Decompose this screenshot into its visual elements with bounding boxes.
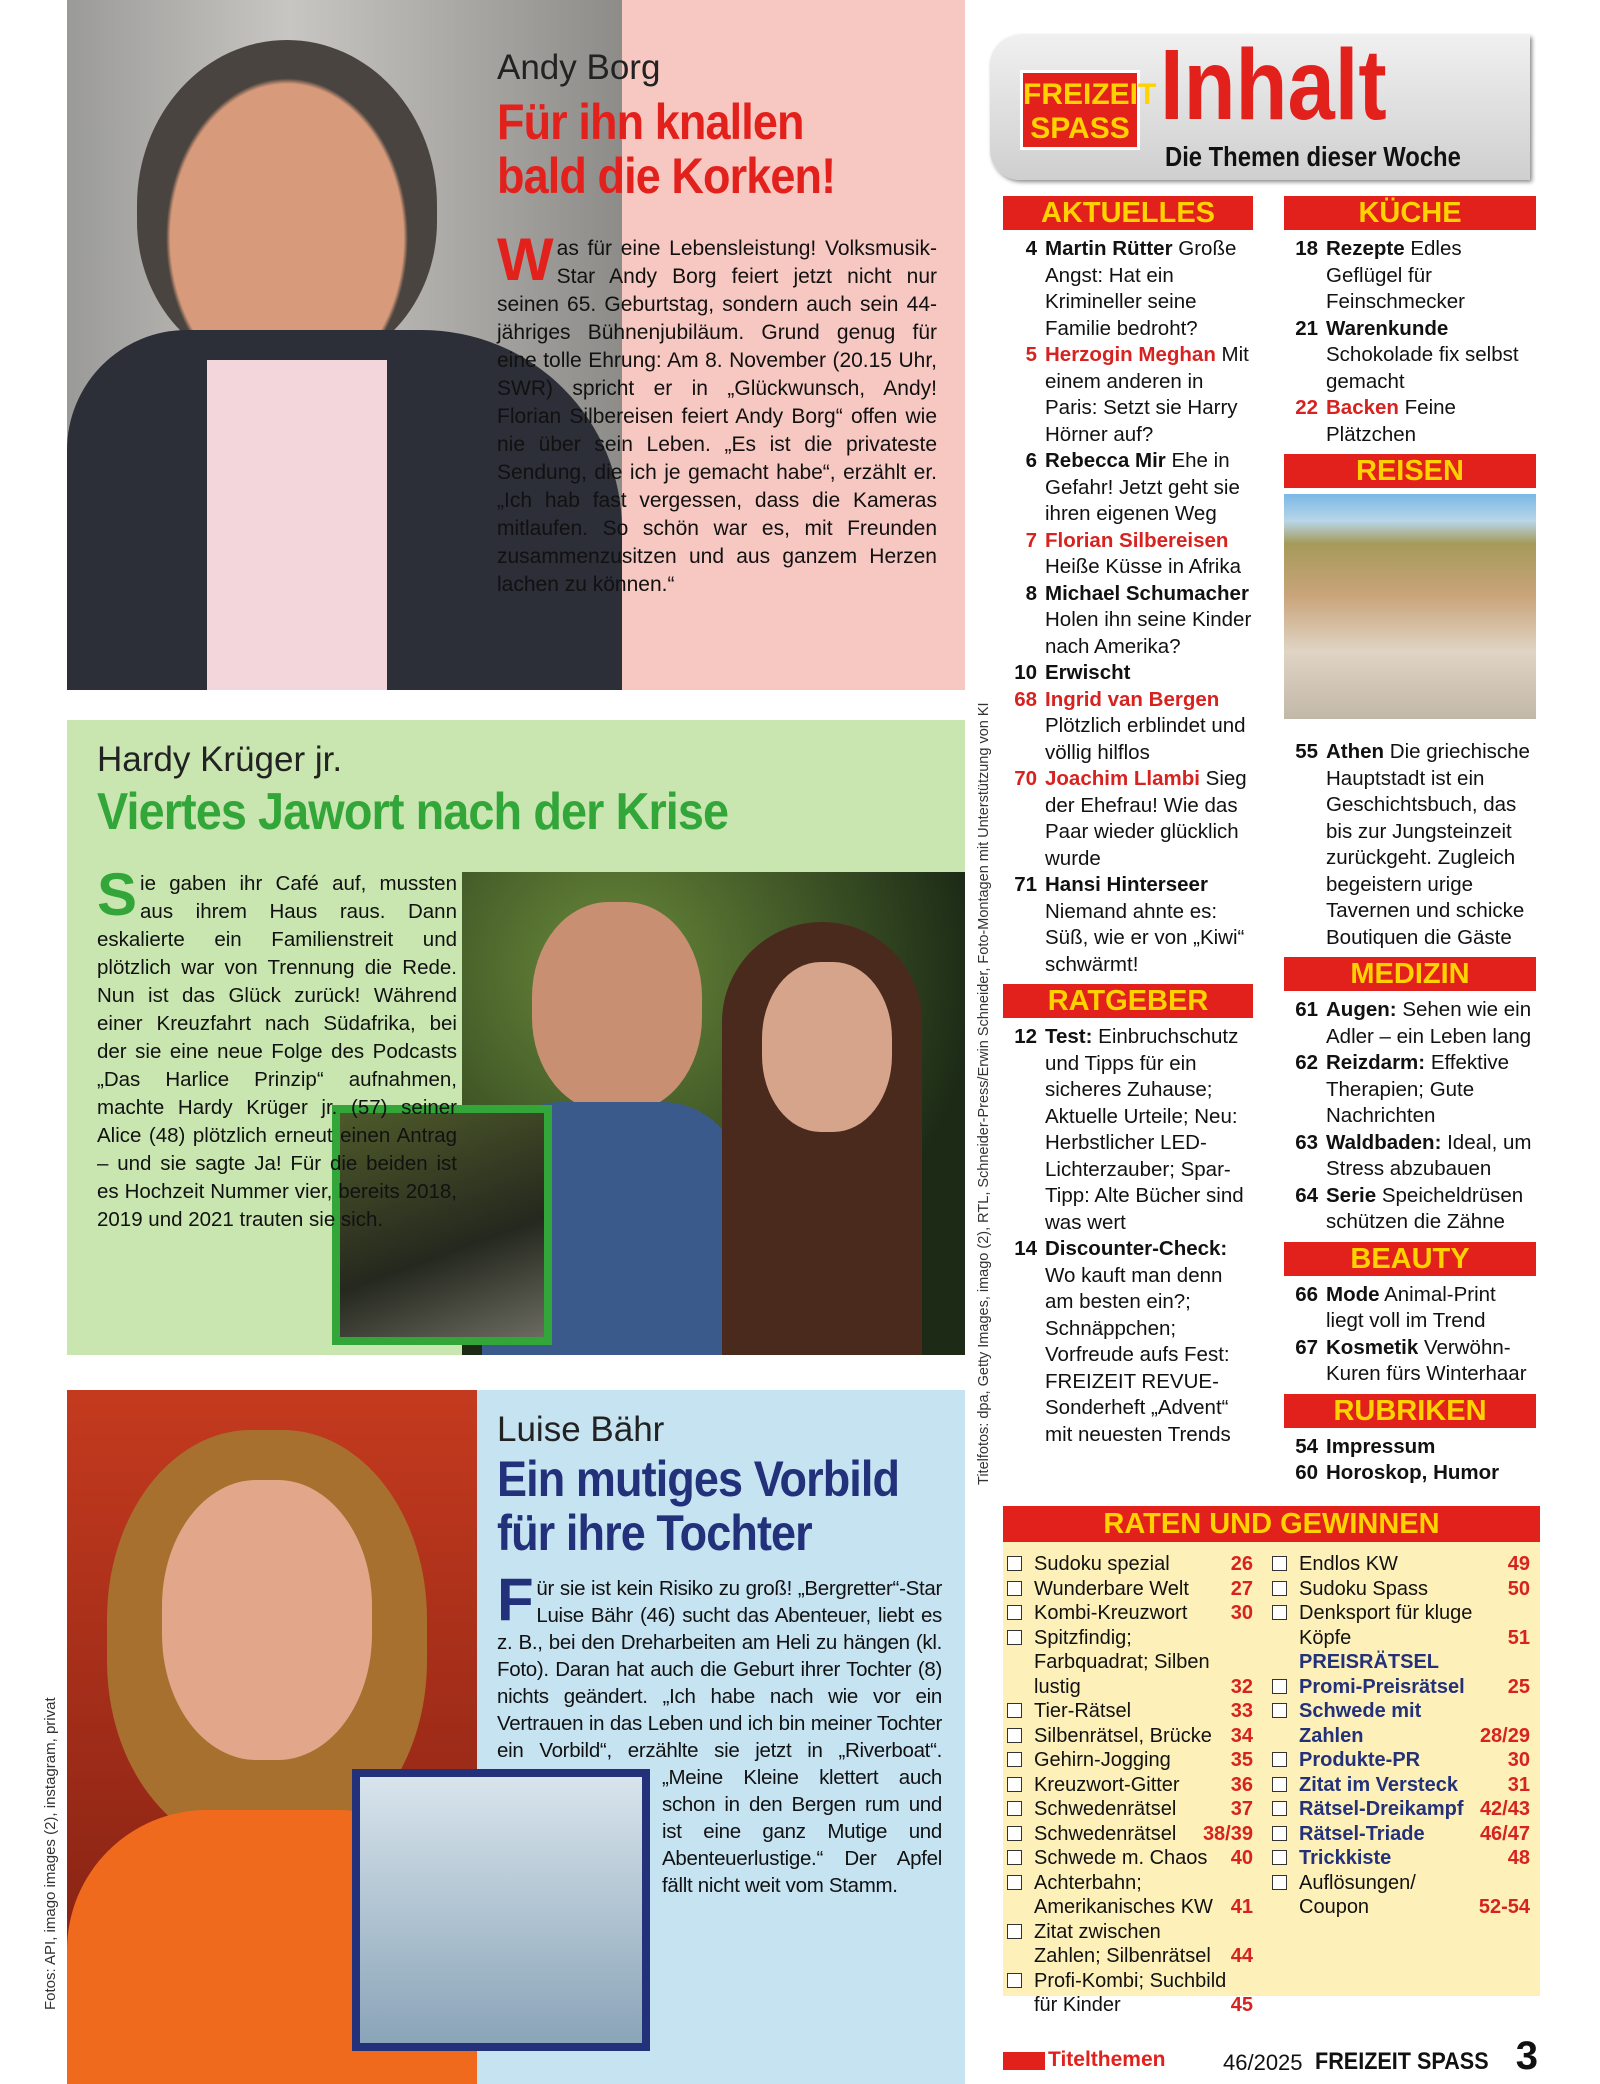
entry-text [1326,1130,1536,1183]
puzzle-label: Spitzfindig; Farbquadrat; Silben lustig [1034,1626,1210,1698]
entry-text [1045,528,1253,581]
entry-title: Hansi Hinterseer [1045,873,1208,896]
puzzle-page: 33 [1230,1700,1253,1722]
toc-entry[interactable] [1003,342,1253,448]
toc-entry[interactable] [1284,1183,1536,1236]
puzzle-page: 25 [1507,1675,1530,1698]
checkbox[interactable] [1007,1826,1022,1841]
puzzle-label: Produkte-PR [1299,1749,1421,1771]
entry-text [1045,342,1253,448]
entry-text [1326,1183,1536,1236]
puzzle-label: Schwede m. Chaos [1034,1847,1208,1869]
page-number: 68 [1014,687,1037,711]
entry-text [1045,581,1253,661]
toc-entry[interactable] [1284,395,1536,448]
toc-entry[interactable] [1284,1282,1536,1335]
puzzle-item[interactable] [1003,1846,1253,1871]
checkbox[interactable] [1007,1924,1022,1939]
puzzle-page: 27 [1230,1577,1253,1600]
puzzle-label: Gehirn-Jogging [1034,1749,1171,1771]
toc-entry[interactable] [1284,997,1536,1050]
checkbox[interactable] [1007,1728,1022,1743]
page-number: 62 [1295,1051,1318,1074]
puzzle-page: 34 [1230,1724,1253,1747]
checkbox[interactable] [1272,1826,1287,1841]
checkbox[interactable] [1272,1752,1287,1767]
checkbox[interactable] [1272,1581,1287,1596]
page-number: 21 [1295,316,1318,340]
puzzle-page: 30 [1230,1602,1253,1624]
toc-column-right [1284,196,1536,1487]
puzzle-page: 30 [1507,1749,1530,1771]
puzzle-label: Trickkiste [1299,1847,1392,1869]
toc-entry[interactable] [1003,872,1253,978]
entry-description: Heiße Küsse in Afrika [1045,555,1241,578]
logo-text: FREIZEIT [1023,78,1157,111]
article-body [97,861,457,1234]
toc-header [990,29,1530,180]
toc-title: Inhalt [1160,29,1387,141]
puzzle-label: Rätsel-Dreikampf [1299,1798,1464,1820]
puzzle-label: Endlos KW [1299,1553,1398,1575]
entry-title: Backen [1326,396,1399,419]
athens-photo [1284,494,1536,719]
entry-text [1045,1024,1253,1236]
drop-cap: S [97,861,138,928]
entry-title: Ingrid van Bergen [1045,687,1220,711]
headline-line: Für ihn knallen [497,94,804,150]
page-number: 60 [1295,1461,1318,1484]
checkbox[interactable] [1007,1556,1022,1571]
headline [497,1452,899,1560]
toc-entry[interactable] [1003,660,1253,687]
page-number: 3 [1515,2034,1538,2078]
toc-entry[interactable] [1284,1434,1536,1461]
puzzle-label: PREISRÄTSEL [1299,1651,1440,1673]
headline: Viertes Jawort nach der Krise [97,783,729,841]
kicker: Hardy Krüger jr. [97,740,343,779]
entry-description: Speicheldrüsen schützen die Zähne [1326,1183,1524,1233]
puzzle-item[interactable] [1268,1822,1530,1847]
section-header: RUBRIKEN [1284,1394,1536,1428]
toc-column-left [1003,196,1253,1448]
puzzle-page: 46/47 [1479,1822,1530,1845]
puzzle-label: Schwedenrätsel [1034,1798,1177,1820]
page-number: 70 [1014,767,1037,790]
entry-text [1326,1460,1536,1487]
page-number: 63 [1295,1130,1318,1154]
entry-text [1326,316,1536,396]
entry-description: Sehen wie ein Adler – ein Leben lang [1326,998,1532,1048]
puzzle-label: Profi-Kombi; Suchbild für Kinder [1034,1969,1227,2016]
puzzle-page: 44 [1230,1945,1253,1967]
footer [1003,2034,1540,2080]
puzzle-page: 35 [1230,1749,1253,1771]
entry-description: Einbruchschutz und Tipps für ein sicheres Zuhause; Aktuelle Urteile; Neu: Herbstlicher LED-Lichterzauber; Spar-Tipp: Alte Bücher sind was wert [1045,1025,1244,1234]
entry-title: Serie [1326,1183,1377,1207]
toc-entry[interactable] [1284,1050,1536,1130]
puzzle-label: Schwede mit Zahlen [1299,1700,1422,1747]
kicker: Luise Bähr [497,1410,665,1449]
puzzle-page: 42/43 [1479,1798,1530,1820]
puzzle-item[interactable] [1268,1601,1530,1650]
puzzle-page: 41 [1230,1896,1253,1918]
toc-subtitle: Die Themen dieser Woche [1165,141,1461,172]
entry-title: Warenkunde [1326,316,1449,340]
page-number: 4 [1025,237,1037,260]
puzzle-item[interactable] [1003,1871,1253,1920]
toc-entry[interactable] [1284,1335,1536,1388]
puzzle-item[interactable] [1003,1699,1253,1724]
drop-cap: F [497,1566,534,1633]
page-number: 67 [1295,1335,1318,1359]
entry-description: Niemand ahnte es: Süß, wie er von „Kiwi“ schwärmt! [1045,899,1245,976]
puzzle-label: Wunderbare Welt [1034,1577,1189,1600]
cover-credit: Titelfotos: dpa, Getty Images, imago (2), RTL, Schneider-Press/Erwin Schneider, Foto-Montagen mit Unterstützung von KI [976,702,992,1485]
page-number: 8 [1025,581,1037,605]
puzzle-page: 31 [1507,1773,1530,1796]
toc-entry[interactable] [1003,766,1253,872]
puzzle-page: 49 [1507,1553,1530,1575]
toc-entry[interactable] [1284,316,1536,396]
section-header: AKTUELLES [1003,196,1253,230]
toc-entry[interactable] [1003,581,1253,661]
puzzle-item[interactable] [1268,1699,1530,1748]
entry-title: Discounter-Check: [1045,1237,1228,1260]
puzzle-page: 37 [1230,1798,1253,1820]
toc-entry[interactable] [1003,1024,1253,1236]
checkbox[interactable] [1007,1850,1022,1865]
puzzle-label: Zitat im Versteck [1299,1773,1458,1796]
puzzle-item[interactable] [1003,1822,1253,1847]
toc-entry[interactable] [1284,1460,1536,1487]
checkbox[interactable] [1272,1801,1287,1816]
headline [497,95,835,203]
toc-entry[interactable] [1003,528,1253,581]
logo-text: SPASS [1030,112,1130,145]
section-header: RATEN UND GEWINNEN [1003,1506,1540,1542]
puzzle-item[interactable] [1268,1871,1530,1920]
puzzle-item[interactable] [1003,1626,1253,1700]
entry-text [1326,1335,1536,1388]
toc-entry[interactable] [1003,1236,1253,1448]
body-text: as für eine Lebensleistung! Volksmusik-Star Andy Borg feiert jetzt nicht nur seinen 65. Geburtstag, sondern auch sein 44-jähriges Bühnenjubiläum. Grund genug für eine tolle Ehrung: Am 8. November (20.15 Uhr, SWR) spricht er in „Glückwunsch, Andy! Florian Silbereisen feiert Andy Borg“ offen wie nie über sein Leben. „Es ist die privateste Sendung, die ich je gemacht habe“, erzählt er. „Ich hab fast vergessen, dass die Kameras mitlaufen. So schön war es, mit Freunden zusammenzusitzen und aus ganzem Herzen lachen zu können.“ [497,237,937,596]
puzzle-label: Sudoku Spass [1299,1577,1428,1600]
section-header: BEAUTY [1284,1242,1536,1276]
article-hardy-krueger [67,720,965,1355]
entry-description: Feine Plätzchen [1326,396,1456,446]
puzzle-label: Tier-Rätsel [1034,1700,1132,1722]
checkbox[interactable] [1007,1875,1022,1890]
checkbox[interactable] [1272,1556,1287,1571]
article-luise-baehr [67,1390,965,2084]
page-number: 22 [1295,396,1318,419]
entry-description: Mit einem anderen in Paris: Setzt sie Harry Hörner auf? [1045,343,1249,446]
puzzle-item[interactable] [1268,1675,1530,1700]
page-number: 7 [1025,528,1037,552]
body-text: ür sie ist kein Risiko zu groß! „Bergretter“-Star Luise Bähr (46) sucht das Abenteuer, liebt es z. B., bei den Dreharbeiten am Heli zu hängen (kl. Foto). Daran hat auch die Geburt ihrer Tochter (8) nichts geändert. „Ich habe nach wie vor ein Vertrauen in das Leben und ich bin meiner Tochter ein Vorbild“, erzählte sie jetzt in „Riverboat“. „Meine Kleine klettert auch schon in den Bergen rum und ist eine ganz Mutige und Abenteuerlustige.“ Der Apfel fällt nicht weit vom Stamm. [497,1577,942,1897]
entry-description: Plötzlich erblindet und völlig hilflos [1045,714,1246,764]
puzzle-item[interactable] [1003,1920,1253,1969]
page-number: 6 [1025,449,1037,472]
entry-text [1326,1282,1536,1335]
freizeit-spass-logo [1020,70,1157,150]
headline-line: bald die Korken! [497,148,836,204]
section-header: RATGEBER [1003,984,1253,1018]
puzzle-label: Promi-Preisrätsel [1299,1675,1465,1698]
entry-title: Test: [1045,1025,1093,1048]
page-number: 61 [1295,998,1318,1021]
puzzle-label: Kreuzwort-Gitter [1034,1773,1180,1796]
helicopter-photo [352,1769,650,2051]
puzzle-item[interactable] [1268,1552,1530,1577]
entry-text [1045,236,1253,342]
entry-title: Joachim Llambi [1045,767,1200,790]
entry-title: Impressum [1326,1434,1436,1458]
checkbox[interactable] [1007,1605,1022,1620]
puzzle-label: Denksport für kluge Köpfe [1299,1602,1473,1649]
puzzle-item[interactable] [1003,1797,1253,1822]
entry-description: Sieg der Ehefrau! Wie das Paar wieder glücklich wurde [1045,767,1247,870]
puzzle-item[interactable] [1003,1577,1253,1602]
entry-title: Michael Schumacher [1045,581,1249,605]
page-number: 55 [1295,740,1318,763]
puzzle-item[interactable] [1003,1969,1253,2018]
entry-description: Holen ihn seine Kinder nach Amerika? [1045,608,1252,658]
entry-description: Wo kauft man denn am besten ein?; Schnäppchen; Vorfreude aufs Fest: FREIZEIT REVUE-Sonderheft „Advent“ mit neuesten Trends [1045,1263,1231,1446]
checkbox[interactable] [1272,1605,1287,1620]
entry-title: Mode [1326,1282,1380,1306]
puzzle-page: 38/39 [1202,1822,1253,1845]
checkbox[interactable] [1007,1630,1022,1645]
entry-text [1326,236,1536,316]
footer-brand: FREIZEIT SPASS [1315,2048,1489,2075]
puzzle-label: Auflösungen/ Coupon [1299,1871,1416,1918]
puzzle-page: 52-54 [1478,1896,1530,1918]
page-number: 54 [1295,1434,1318,1458]
article-andy-borg [67,0,965,690]
checkbox[interactable] [1007,1973,1022,1988]
puzzle-page: 45 [1230,1994,1253,2016]
footer-section: Titelthemen [1048,2048,1166,2071]
checkbox[interactable] [1007,1801,1022,1816]
entry-description: Edles Geflügel für Feinschmecker [1326,237,1465,313]
checkbox[interactable] [1007,1752,1022,1767]
entry-text [1045,448,1253,528]
entry-title: Augen: [1326,998,1397,1021]
entry-description: Schokolade fix selbst gemacht [1326,343,1519,393]
page-number: 64 [1295,1183,1318,1207]
entry-description: Ehe in Gefahr! Jetzt geht sie ihren eigenen Weg [1045,449,1240,525]
page-number: 66 [1295,1282,1318,1306]
puzzle-label: Zitat zwischen Zahlen; Silbenrätsel [1034,1920,1211,1967]
puzzle-item[interactable] [1268,1797,1530,1822]
entry-text [1326,1434,1536,1461]
puzzle-page: 28/29 [1479,1724,1530,1747]
toc-entry[interactable] [1003,448,1253,528]
puzzle-page: 50 [1507,1577,1530,1600]
puzzle-label: Sudoku spezial [1034,1553,1170,1575]
checkbox[interactable] [1007,1777,1022,1792]
entry-text [1045,687,1253,767]
raten-und-gewinnen [1003,1506,1540,2016]
checkbox[interactable] [1272,1777,1287,1792]
article-body [497,226,937,599]
section-header: KÜCHE [1284,196,1536,230]
puzzle-label: Silbenrätsel, Brücke [1034,1724,1212,1747]
entry-title: Kosmetik [1326,1335,1419,1359]
checkbox[interactable] [1272,1703,1287,1718]
raten-column-right [1268,1552,1530,1920]
puzzle-label: Achterbahn; Amerikanisches KW [1034,1871,1213,1918]
drop-cap: W [497,226,554,293]
puzzle-item[interactable] [1003,1773,1253,1798]
puzzle-label: Schwedenrätsel [1034,1822,1177,1845]
puzzle-page: 48 [1507,1847,1530,1869]
entry-text [1045,766,1253,872]
toc-entry[interactable] [1003,236,1253,342]
entry-text [1326,395,1536,448]
toc-entry[interactable] [1284,1130,1536,1183]
checkbox[interactable] [1007,1703,1022,1718]
toc-entry[interactable] [1284,739,1536,951]
entry-title: Rebecca Mir [1045,449,1166,472]
entry-description: Verwöhn-Kuren fürs Winterhaar [1326,1335,1527,1385]
entry-description: Ideal, um Stress abzubauen [1326,1130,1532,1180]
puzzle-page: 32 [1230,1675,1253,1698]
page-number: 10 [1014,661,1037,684]
checkbox[interactable] [1007,1581,1022,1596]
entry-description: Große Angst: Hat ein Krimineller seine Familie bedroht? [1045,237,1237,340]
puzzle-item[interactable] [1003,1552,1253,1577]
section-header: MEDIZIN [1284,957,1536,991]
headline-line: für ihre Tochter [497,1505,812,1561]
section-header: REISEN [1284,454,1536,488]
entry-title: Martin Rütter [1045,237,1173,260]
puzzle-item[interactable] [1003,1724,1253,1749]
raten-column-left [1003,1552,1253,2018]
entry-text [1326,1050,1536,1130]
entry-text [1045,660,1253,687]
entry-title: Florian Silbereisen [1045,528,1229,552]
page-number: 71 [1014,873,1037,896]
page-number: 12 [1014,1025,1037,1048]
entry-title: Herzogin Meghan [1045,343,1216,366]
entry-description: Die griechische Hauptstadt ist ein Geschichtsbuch, das bis zur Jungsteinzeit zurückgeht. Zugleich begeistern urige Tavernen und schicke Boutiquen die Gäste [1326,740,1530,949]
checkbox[interactable] [1272,1679,1287,1694]
puzzle-item [1268,1650,1530,1675]
page-number: 5 [1025,343,1037,366]
puzzle-page: 36 [1230,1773,1253,1796]
entry-text [1326,739,1536,951]
page-number: 18 [1295,237,1318,260]
puzzle-item[interactable] [1268,1773,1530,1798]
kicker: Andy Borg [497,48,661,87]
page-number: 14 [1014,1237,1037,1260]
entry-title: Rezepte [1326,237,1405,260]
toc-entry[interactable] [1003,687,1253,767]
entry-title: Athen [1326,740,1385,763]
puzzle-label: Kombi-Kreuzwort [1034,1602,1188,1624]
puzzle-item[interactable] [1268,1577,1530,1602]
entry-text [1045,872,1253,978]
issue-number: 46/2025 [1223,2050,1303,2075]
checkbox[interactable] [1272,1875,1287,1890]
puzzle-page: 26 [1230,1553,1253,1575]
entry-title: Waldbaden: [1326,1130,1442,1154]
puzzle-item[interactable] [1003,1748,1253,1773]
photo-credit: Fotos: API, imago images (2), instagram, privat [42,1697,59,2010]
puzzle-label: Rätsel-Triade [1299,1822,1425,1845]
puzzle-item[interactable] [1268,1846,1530,1871]
entry-title: Reizdarm: [1326,1051,1426,1074]
entry-title: Horoskop, Humor [1326,1461,1500,1484]
checkbox[interactable] [1272,1850,1287,1865]
entry-description: Animal-Print liegt voll im Trend [1326,1282,1496,1332]
entry-description: Effektive Therapien; Gute Nachrichten [1326,1051,1510,1127]
entry-title: Erwischt [1045,661,1131,684]
puzzle-page: 51 [1507,1626,1530,1649]
entry-text [1326,997,1536,1050]
toc-entry[interactable] [1284,236,1536,316]
puzzle-page: 40 [1230,1847,1253,1869]
footer-red-bar [1003,2052,1045,2070]
entry-text [1045,1236,1253,1448]
puzzle-item[interactable] [1268,1748,1530,1773]
puzzle-item[interactable] [1003,1601,1253,1626]
headline-line: Ein mutiges Vorbild [497,1451,900,1507]
body-text: ie gaben ihr Café auf, mussten aus ihrem Haus raus. Dann eskalierte ein Familienstreit und plötzlich war von Trennung die Rede. Nun ist das Glück zurück! Während einer Kreuzfahrt nach Südafrika, bei der sie eine neue Folge des Podcasts „Das Harlice Prinzip“ aufnahmen, machte Hardy Krüger jr. (57) seiner Alice (48) plötzlich erneut einen Antrag – und sie sagte Ja! Für die beiden ist es Hochzeit Nummer vier, bereits 2018, 2019 und 2021 trauten sie sich. [97,872,457,1231]
